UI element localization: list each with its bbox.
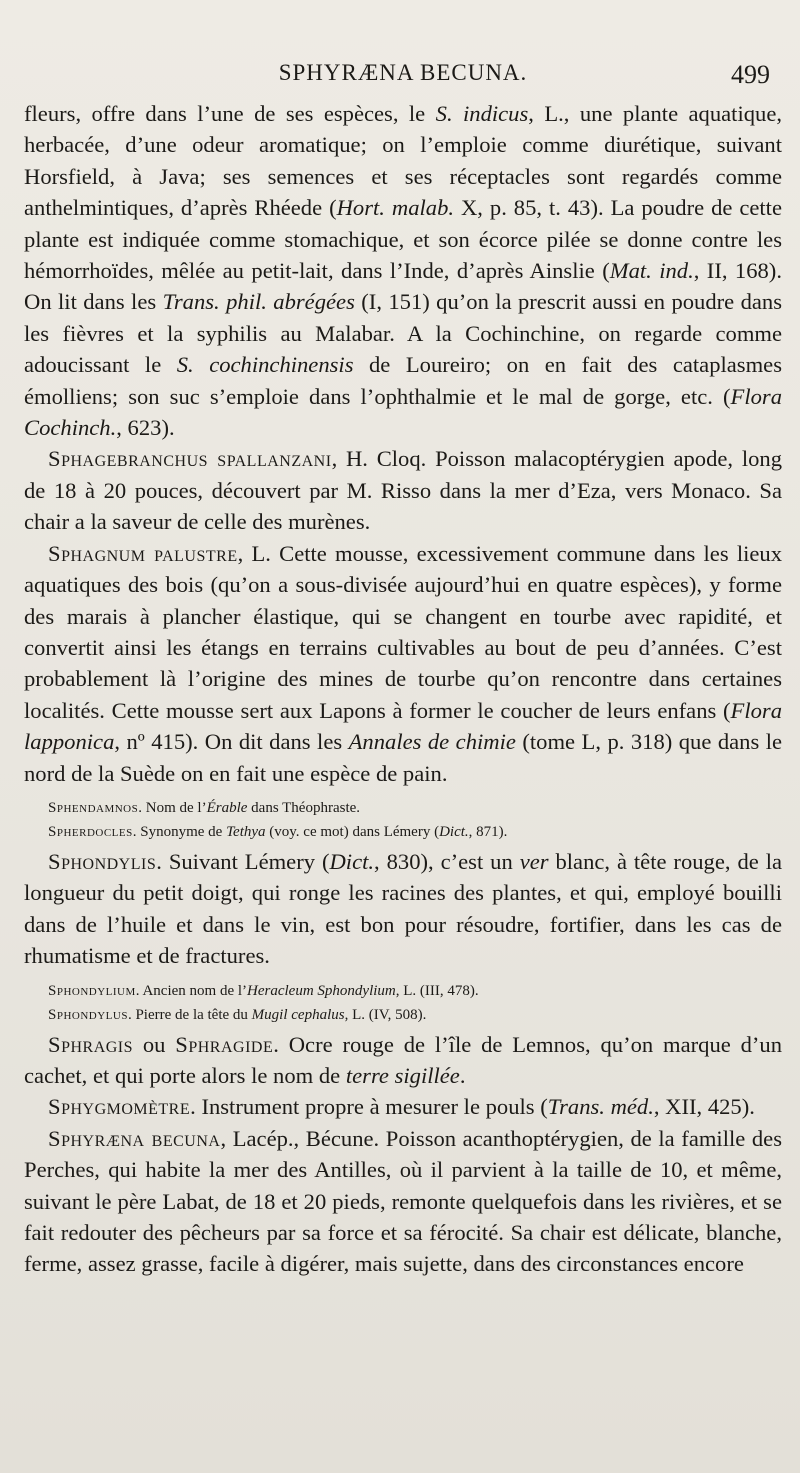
italic-text: Mugil cephalus [251,1007,345,1024]
note-entry [24,980,782,1003]
entry-text: , Lacép., Bécune. Poisson acanthoptérygien, de la famille des Perches, qui habite la mer des Antilles, où il parvient à la taille de 10, et même, suivant le père Labat, de 18 et 20 pieds, remonte quelquefois dans les rivières, et se fait redouter des pêcheurs par sa force et sa férocité. Sa chair est délicate, blanche, ferme, assez grasse, facile à digérer, mais sujette, dans des circonstances encore [24,1125,782,1277]
entry-headword: Sphyræna becuna [48,1125,221,1151]
italic-text: Tethya [226,824,266,841]
italic-text: Hort. malab. [336,195,455,221]
entry-headword: Sphondylium [48,982,136,999]
entry-headword: Sphygmomètre [48,1094,191,1120]
entry-text: , 830), c’est un [374,848,520,874]
entry-text: , L. (III, 478). [395,982,479,999]
italic-text: terre sigillée [345,1062,460,1088]
entry-headword: Sphondylus [48,1007,128,1024]
italic-text: Mat. ind. [609,258,694,284]
dictionary-entry [24,1029,782,1092]
entry-text: , L. (IV, 508). [344,1007,427,1024]
entry-text: , II, 168). On lit dans les [24,258,782,315]
entry-headword: Sphagebranchus spallanzani [48,446,332,472]
italic-text: Heracleum Sphondylium [247,982,396,999]
entry-text: de Loureiro; on en fait des cataplasmes émolliens; son suc s’emploie dans l’ophthalmie et le mal de gorge, etc. ( [24,352,782,409]
entry-headword: Sphagnum palustre [48,540,238,566]
entry-text: ou [133,1031,176,1057]
entry-headword: Sphendamnos [48,799,139,816]
italic-text: Trans. phil. abrégées [162,289,355,315]
italic-text: ver [519,848,549,874]
entry-text: . Suivant Lémery ( [156,848,330,874]
entry-headword: Sphondylis [48,848,157,874]
entry-text: . Nom de l’ [138,799,207,816]
entry-text: , L., une plante aquatique, herbacée, d’une odeur aromatique; on l’emploie comme diurétique, suivant Horsfield, à Java; ses semences et ses réceptacles sont regardés comme anthelmintiques, d’après Rhéede ( [24,101,782,221]
entry-text: . [459,1062,466,1088]
entry-text: , L. Cette mousse, excessivement commune dans les lieux aquatiques des bois (qu’on a sous-divisée aujourd’hui en quatre espèces), y forme des marais à plancher élastique, qui se changent en tourbe avec rapidité, et convertit ainsi les étangs en terrains cultivables au bout de peu d’années. C’est probablement là l’origine des mines de tourbe qu’on rencontre dans certaines localités. Cette mousse sert aux Lapons à former le coucher de leurs enfans ( [24,540,782,723]
entry-text: (voy. ce mot) dans Lémery ( [265,824,440,841]
page-header [24,58,782,98]
italic-text: Érable [206,799,248,816]
entry-text: , XII, 425). [653,1094,755,1120]
entry-headword: Spherdocles [48,824,133,841]
note-entry [24,821,782,844]
italic-text: Flora lapponica [24,697,782,755]
italic-text: S. cochinchinensis [176,352,354,378]
page-number: 499 [731,60,770,89]
italic-text: Trans. méd. [547,1094,654,1120]
entry-text: dans Théophraste. [247,799,361,816]
dictionary-entry [24,538,782,789]
entry-text: , 871). [468,824,508,841]
dictionary-entry [24,98,782,443]
dictionary-entry [24,1091,782,1122]
entry-text: blanc, à tête rouge, de la longueur du petit doigt, qui ronge les racines des plantes, et qui, employé bouilli dans de l’huile et dans le vin, est bon pour résoudre, fortifier, dans les cas de rhumatisme et de fractures. [24,848,782,969]
italic-text: Annales de chimie [348,729,516,755]
italic-text: Dict. [329,848,375,874]
italic-text: Dict. [439,824,469,841]
entry-text: X, p. 85, t. 43). La poudre de cette plante est indiquée comme stomachique, et son écorce pilée se donne contre les hémorrhoïdes, mêlée au petit-lait, dans l’Inde, d’après Ainslie ( [24,195,782,284]
italic-text: Flora Cochinch. [24,383,782,441]
dictionary-entry [24,846,782,972]
entry-text: . Synonyme de [132,824,227,841]
entry-headword: Sphragide [175,1031,274,1057]
italic-text: S. indicus [435,101,529,126]
entry-text: . Ancien nom de l’ [135,982,248,999]
running-title: SPHYRÆNA BECUNA. [278,60,528,85]
dictionary-entry [24,443,782,537]
dictionary-entry [24,1123,782,1280]
note-entry [24,1004,782,1027]
entry-text: (I, 151) qu’on la prescrit aussi en poudre dans les fièvres et la syphilis au Malabar. A la Cochinchine, on regarde comme adoucissant le [24,289,782,378]
entry-text: , H. Cloq. Poisson malacoptérygien apode, long de 18 à 20 pouces, découvert par M. Risso dans la mer d’Eza, vers Monaco. Sa chair a la saveur de celle des murènes. [24,446,783,535]
note-entry [24,797,782,820]
entry-text: , nº 415). On dit dans les [114,729,349,755]
entry-text: , 623). [116,415,175,441]
entry-text: . Instrument propre à mesurer le pouls ( [190,1094,548,1120]
entry-text: fleurs, offre dans l’une de ses espèces, le [24,101,436,126]
entry-headword: Sphragis [48,1031,134,1057]
dictionary-text [24,98,782,1280]
entry-text: . Pierre de la tête du [127,1007,252,1024]
entry-text: . Ocre rouge de l’île de Lemnos, qu’on marque d’un cachet, et qui porte alors le nom de [24,1031,783,1088]
entry-text: (tome L, p. 318) que dans le nord de la Suède on en fait une espèce de pain. [24,729,783,786]
